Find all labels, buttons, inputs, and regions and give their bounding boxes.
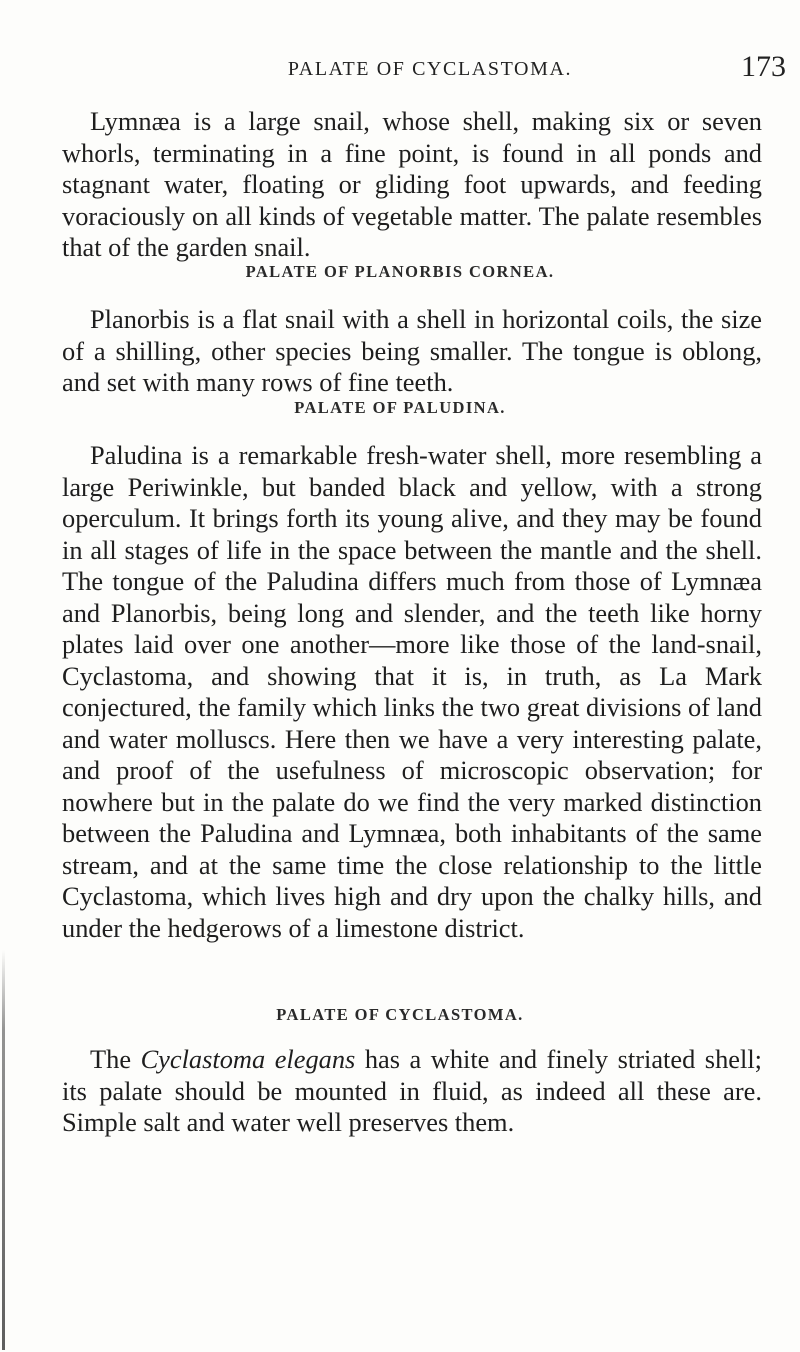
paragraph-planorbis-text: Planorbis is a flat snail with a shell in horizontal coils, the size of a shilling, other species being smaller. The tongue is oblong, and set with many rows of fine teeth.: [62, 304, 762, 397]
paragraph-cyclastoma: [62, 1044, 762, 1139]
paragraph-cyclastoma-lead: The: [90, 1044, 141, 1074]
paragraph-planorbis: [62, 304, 762, 399]
species-name-italic: Cyclastoma elegans: [140, 1044, 356, 1074]
page-number: 173: [741, 50, 786, 83]
heading-paludina: PALATE OF PALUDINA.: [294, 398, 506, 417]
paragraph-lymnaea: [62, 106, 762, 264]
paragraph-lymnaea-text: Lymnæa is a large snail, whose shell, making six or seven whorls, terminating in a fine point, is found in all ponds and stagnant water, floating or gliding foot upwards, and feeding voraciously on all kinds of vegetable matter. The palate resembles that of the garden snail.: [62, 106, 762, 262]
paragraph-paludina-text: Paludina is a remarkable fresh-water shell, more resembling a large Periwinkle, but banded black and yellow, with a strong operculum. It brings forth its young alive, and they may be found in all stages of life in the space between the mantle and the shell. The tongue of the Paludina differs much from those of Lymnæa and Planorbis, being long and slender, and the teeth like horny plates laid over one another—more like those of the land-snail, Cyclastoma, and showing that it is, in truth, as La Mark conjectured, the family which links the two great divisions of land and water molluscs. Here then we have a very interesting palate, and proof of the usefulness of microscopic observation; for nowhere but in the palate do we find the very marked distinction between the Paludina and Lymnæa, both inhabitants of the same stream, and at the same time the close relationship to the little Cyclastoma, which lives high and dry upon the chalky hills, and under the hedgerows of a limestone district.: [62, 440, 762, 943]
heading-cyclastoma: PALATE OF CYCLASTOMA.: [276, 1005, 524, 1024]
paragraph-cyclastoma-rest: has a white and finely striated shell; its palate should be mounted in fluid, as indeed all these are. Simple salt and water well preserves them.: [62, 1044, 762, 1137]
paragraph-paludina: [62, 440, 762, 944]
running-head: PALATE OF CYCLASTOMA.: [287, 58, 573, 80]
heading-planorbis: PALATE OF PLANORBIS CORNEA.: [245, 262, 555, 281]
